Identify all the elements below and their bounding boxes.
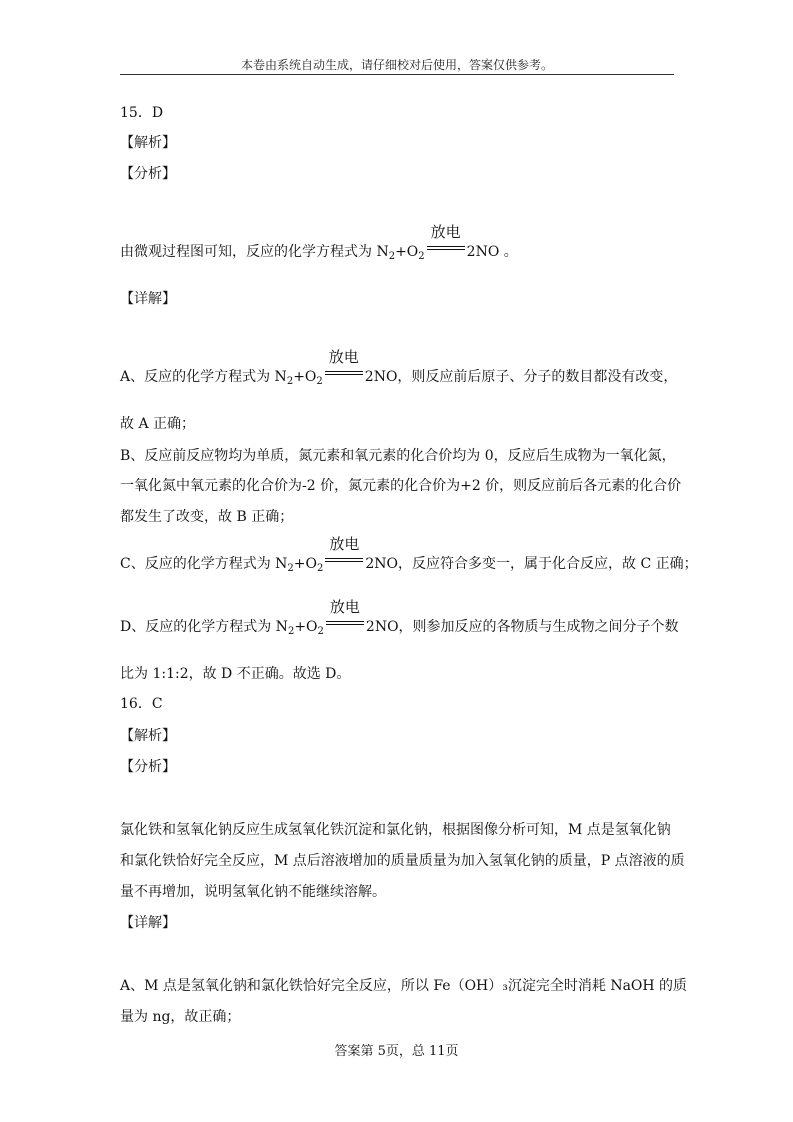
text-segment: 2NO，则参加反应的各物质与生成物之间分子个数 (365, 619, 679, 635)
reaction-condition: 放电 (328, 348, 359, 366)
q16-jiexi: 【解析】 (120, 728, 176, 744)
text-segment: +O (293, 369, 317, 385)
subscript: 2 (287, 563, 294, 574)
subscript: 2 (418, 251, 425, 262)
q16-xiangjie: 【详解】 (120, 915, 176, 931)
subscript: 2 (388, 251, 396, 262)
page-header: 本卷由系统自动生成，请仔细校对后使用，答案仅供参考。 (240, 58, 553, 72)
q15-xiangjie: 【详解】 (120, 291, 176, 307)
subscript: 2 (317, 563, 324, 574)
subscript: 2 (286, 376, 294, 387)
page-footer: 答案第 5页，总 11页 (334, 1044, 459, 1059)
reaction-arrow (326, 598, 364, 629)
q16-analysis-1: 氯化铁和氢氧化钠反应生成氢氧化铁沉淀和氯化钠，根据图像分析可知，M 点是氢氧化钠 (120, 822, 671, 838)
reaction-condition: 放电 (430, 223, 461, 241)
q15-option-a-cont: 故 A 正确； (120, 416, 196, 432)
subscript: 2 (316, 376, 323, 387)
q16-fenxi: 【分析】 (120, 759, 176, 775)
text-segment: 2NO，则反应前后原子、分子的数目都没有改变， (364, 369, 678, 385)
reaction-condition: 放电 (329, 598, 360, 616)
q15-option-c (120, 535, 698, 579)
reaction-arrow (325, 348, 363, 379)
q15-jiexi: 【解析】 (120, 135, 176, 151)
q15-option-b-2: 一氧化氮中氧元素的化合价为-2 价，氮元素的化合价为+2 价，则反应前后各元素的化合价 (120, 478, 682, 494)
q16-analysis-3: 量不再增加，说明氢氧化钠不能继续溶解。 (120, 884, 386, 900)
q15-option-b-1: B、反应前反应物均为单质，氮元素和氧元素的化合价均为 0，反应后生成物为一氧化氮， (120, 448, 676, 464)
q16-answer: 16．C (120, 696, 163, 712)
subscript: 2 (317, 626, 324, 637)
q16-option-a-2: 量为 ng，故正确； (120, 1009, 241, 1025)
subscript: 2 (287, 626, 295, 637)
q16-analysis-2: 和氯化铁恰好完全反应，M 点后溶液增加的质量质量为加入氢氧化钠的质量，P 点溶液的质 (120, 853, 685, 869)
text-segment: +O (395, 244, 419, 260)
reaction-arrow (427, 223, 465, 254)
text-segment: A、反应的化学方程式为 N (120, 369, 287, 385)
q15-option-b-3: 都发生了改变，故 B 正确； (120, 509, 294, 525)
q15-analysis (120, 223, 518, 267)
q15-fenxi: 【分析】 (120, 166, 176, 182)
reaction-condition: 放电 (329, 535, 360, 553)
q15-option-d (120, 598, 679, 642)
text-segment: 2NO，反应符合多变一，属于化合反应，故 C 正确； (365, 556, 698, 572)
header-rule (120, 74, 674, 75)
q16-option-a-1: A、M 点是氢氧化钠和氯化铁恰好完全反应，所以 Fe（OH）₃沉淀完全时消耗 NaOH 的质 (120, 978, 688, 994)
text-segment: +O (294, 619, 318, 635)
text-segment: C、反应的化学方程式为 N (120, 556, 288, 572)
q15-option-a (120, 348, 678, 392)
text-segment: D、反应的化学方程式为 N (120, 619, 288, 635)
reaction-arrow (325, 535, 363, 566)
text-segment: 2NO 。 (466, 244, 518, 260)
q15-answer: 15．D (120, 105, 164, 121)
q15-option-d-cont: 比为 1:1:2，故 D 不正确。故选 D。 (120, 666, 351, 682)
text-segment: +O (293, 556, 318, 572)
text-segment: 由微观过程图可知，反应的化学方程式为 N (120, 244, 389, 260)
